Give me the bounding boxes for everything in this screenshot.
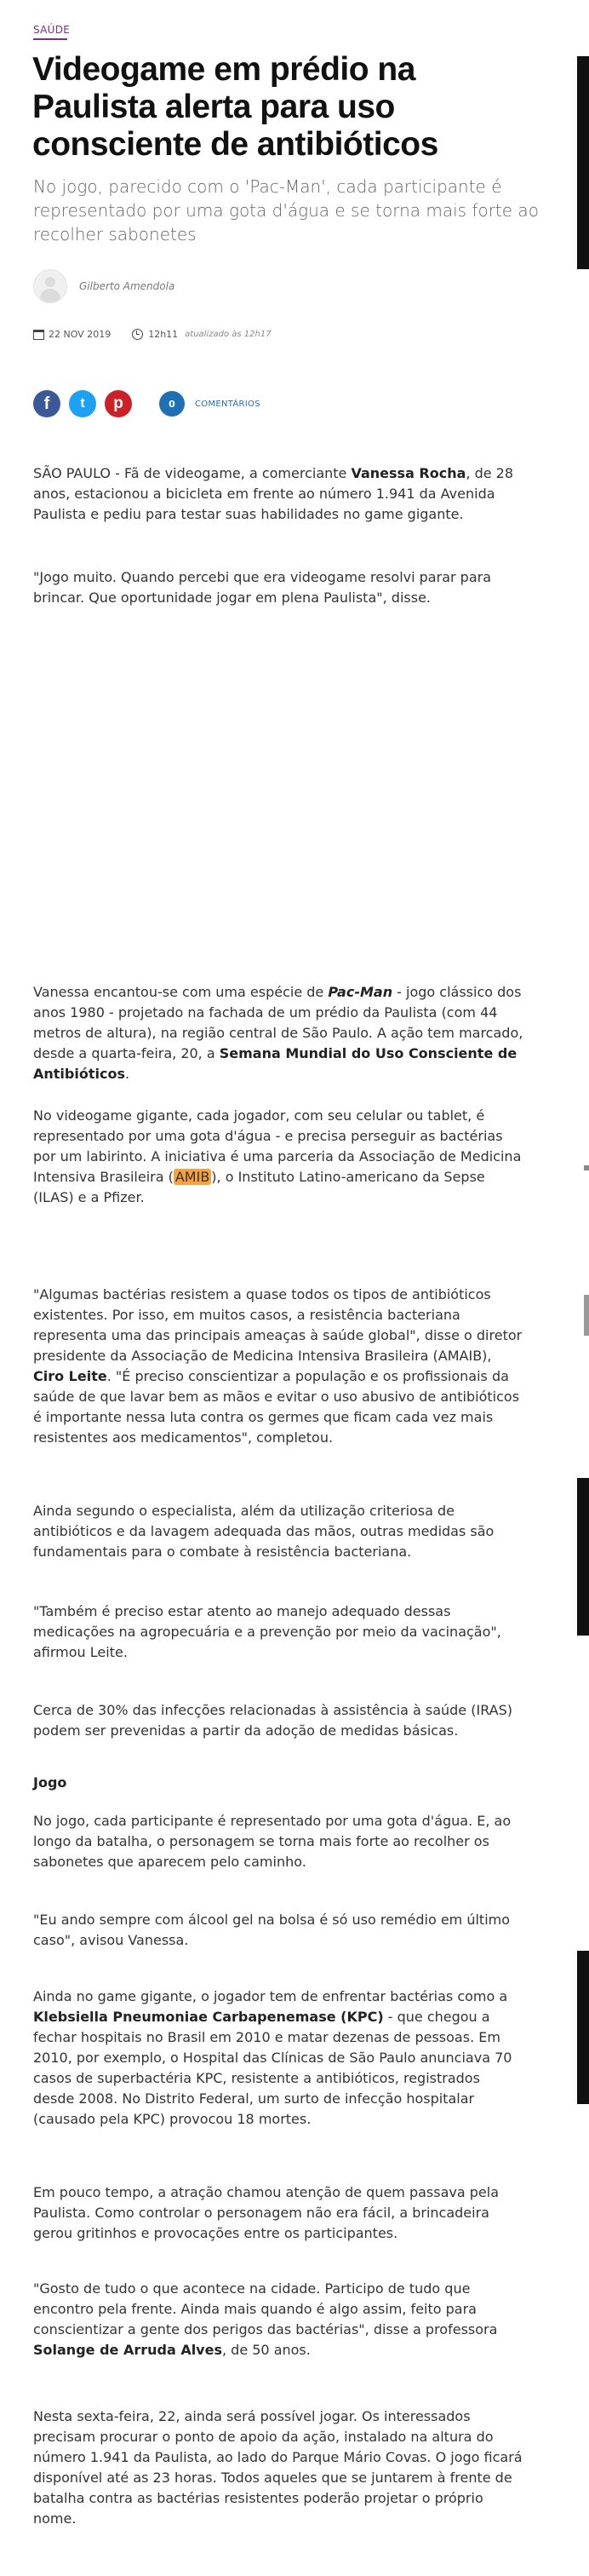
body-paragraph: "Gosto de tudo o que acontece na cidade. Participo de tudo que encontro pela frente. Ainda mais quando é algo assim, feito para conscientizar a gente dos perigos das bactérias", disse a professora Solange de Arruda Alves, de 50 anos.	[33, 2280, 498, 2358]
publish-date: 22 NOV 2019	[49, 329, 112, 340]
author-avatar-icon	[33, 269, 67, 303]
body-paragraph: Vanessa encantou-se com uma espécie de Pac-Man - jogo clássico dos anos 1980 - projetado na fachada de um prédio da Paulista (com 44 metros de altura), na região central de São Paulo. A ação tem marcado, desde a quarta-feira, 20, a Semana Mundial do Uso Consciente de Antibióticos.	[33, 984, 523, 1082]
body-paragraph: "Eu ando sempre com álcool gel na bolsa é só uso remédio em último caso", avisou Vanessa.	[33, 1912, 511, 1948]
section-underline	[33, 38, 67, 40]
bacteria-name: Klebsiella Pneumoniae Carbapenemase (KPC)	[33, 2009, 384, 2025]
body-paragraph: "Também é preciso estar atento ao manejo adequado dessas medicações na agropecuária e a prevenção por meio da vacinação", afirmou Leite.	[33, 1603, 501, 1660]
side-ad-block[interactable]	[577, 1951, 589, 2104]
side-ad-block[interactable]	[577, 1478, 589, 1636]
person-name: Solange de Arruda Alves	[33, 2342, 222, 2358]
section-tag-link[interactable]: SAÚDE	[33, 24, 71, 36]
body-paragraph: Ainda segundo o especialista, além da utilização criteriosa de antibióticos e da lavagem adequada das mãos, outras medidas são fundamentais para o combate à resistência bacteriana.	[33, 1503, 495, 1560]
comments-count-button[interactable]: 0	[159, 391, 185, 417]
comments-link[interactable]: COMENTÁRIOS	[195, 399, 260, 409]
author-name[interactable]: Gilberto Amendola	[79, 280, 175, 292]
publish-time: 12h11	[148, 329, 179, 340]
body-paragraph: SÃO PAULO - Fã de videogame, a comerciante Vanessa Rocha, de 28 anos, estacionou a bicicleta em frente ao número 1.941 da Avenida Paulista e pediu para testar suas habilidades no game gigante.	[33, 465, 514, 522]
body-paragraph: No jogo, cada participante é representado por uma gota d'água. E, ao longo da batalha, o personagem se torna mais forte ao recolher os sabonetes que aparecem pelo caminho.	[33, 1813, 512, 1870]
body-paragraph: Em pouco tempo, a atração chamou atenção de quem passava pela Paulista. Como controlar o personagem não era fácil, a brincadeira gerou gritinhos e provocações entre os participantes.	[33, 2184, 500, 2241]
body-paragraph: "Algumas bactérias resistem a quase todos os tipos de antibióticos existentes. Por isso, em muitos casos, a resistência bacteriana representa uma das principais ameaças à saúde global", disse o diretor presidente da Associação de Medicina Intensiva Brasileira (AMAIB), Ciro Leite. "É preciso conscientizar a população e os profissionais da saúde de que lavar bem as mãos e evitar o uso abusivo de antibióticos é importante nessa luta contra os germes que ficam cada vez mais resistentes aos medicamentos", completou.	[33, 1286, 523, 1446]
campaign-name: Semana Mundial do Uso Consciente de Antibióticos	[33, 1045, 518, 1082]
section-subheading: Jogo	[33, 1774, 67, 1791]
body-paragraph: No videogame gigante, cada jogador, com seu celular ou tablet, é representado por uma gota d'água - e precisa perseguir as bactérias por um labirinto. A iniciativa é uma parceria da Associação de Medicina Intensiva Brasileira ( AMIB ), o Instituto Latino-americano da Sepse (ILAS) e a Pfizer.	[33, 1107, 522, 1205]
highlighted-term[interactable]: AMIB	[174, 1169, 210, 1185]
side-ad-block[interactable]	[577, 56, 589, 269]
body-paragraph: Cerca de 30% das infecções relacionadas à assistência à saúde (IRAS) podem ser prevenidas a partir da adoção de medidas básicas.	[33, 1702, 513, 1739]
author-byline	[33, 269, 174, 303]
share-bar	[33, 390, 260, 417]
body-paragraph: "Jogo muito. Quando percebi que era videogame resolvi parar para brincar. Que oportunidade jogar em plena Paulista", disse.	[33, 569, 491, 606]
calendar-icon	[33, 330, 44, 340]
emphasis-text: Pac-Man	[328, 984, 393, 1000]
pinterest-share-button[interactable]	[105, 390, 132, 417]
article-title: Videogame em prédio na Paulista alerta para uso consciente de antibióticos	[32, 51, 438, 163]
clock-icon	[132, 329, 143, 340]
pinterest-icon: p	[113, 394, 123, 412]
twitter-share-button[interactable]	[69, 390, 96, 417]
person-name: Vanessa Rocha	[351, 465, 466, 481]
facebook-share-button[interactable]	[33, 390, 60, 417]
body-paragraph: Nesta sexta-feira, 22, ainda será possível jogar. Os interessados precisam procurar o ponto de apoio da ação, instalado na altura do número 1.941 da Paulista, ao lado do Parque Mário Covas. O jogo ficará disponível até as 23 horas. Todos aqueles que se juntarem à frente de batalha contra as bactérias resistentes poderão projetar o próprio nome.	[33, 2408, 523, 2527]
side-ad-marker	[584, 1165, 589, 1170]
updated-time: atualizado às 12h17	[185, 330, 272, 339]
side-ad-marker	[584, 1295, 589, 1336]
article-lead: No jogo, parecido com o 'Pac-Man', cada participante é representado por uma gota d'água e se torna mais forte ao recolher sabonetes	[33, 176, 539, 244]
person-name: Ciro Leite	[33, 1368, 107, 1384]
body-paragraph: Ainda no game gigante, o jogador tem de enfrentar bactérias como a Klebsiella Pneumoniae Carbapenemase (KPC) - que chegou a fechar hospitais no Brasil em 2010 e matar dezenas de pessoas. Em 2010, por exemplo, o Hospital das Clínicas de São Paulo anunciava 70 casos de superbactéria KPC, resistente a antibióticos, registrados desde 2008. No Distrito Federal, um surto de infecção hospitalar (causado pela KPC) provocou 18 mortes.	[33, 1988, 512, 2127]
twitter-icon: t	[80, 396, 85, 411]
facebook-icon: f	[43, 394, 50, 413]
article-meta	[33, 329, 272, 340]
